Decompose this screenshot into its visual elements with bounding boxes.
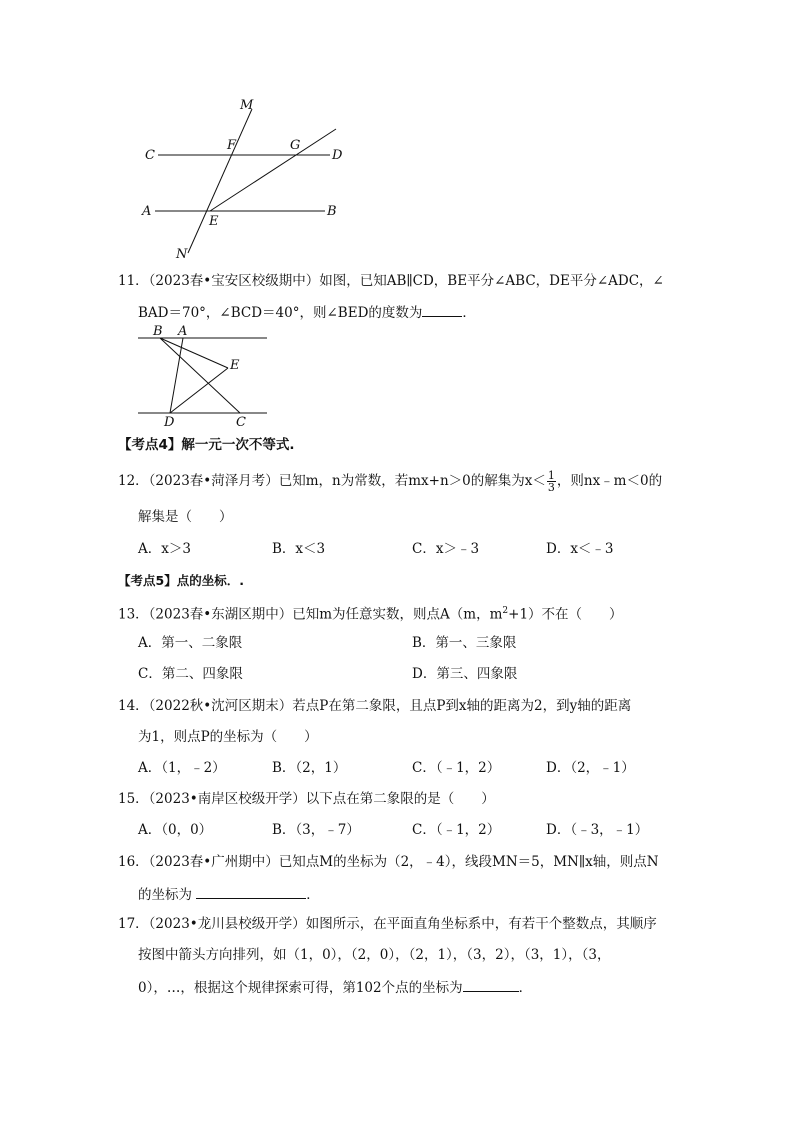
q16-line1: 16．（2023春•广州期中）已知点M的坐标为（2，﹣4），线段MN＝5，MN∥x轴，则点N: [118, 854, 659, 870]
label-f: F: [227, 138, 237, 153]
label-a: A: [142, 204, 152, 219]
q15-option-a[interactable]: A．（0，0）: [138, 822, 213, 838]
q16-line2-end: ．: [306, 887, 320, 903]
q11-line2-text: BAD＝70°，∠BCD＝40°，则∠BED的度数为: [138, 305, 423, 321]
q16-line2-text: 的坐标为: [138, 887, 192, 903]
q13-line1-text-b: +1）不在（ ）: [508, 606, 623, 623]
q14-option-c[interactable]: C．（﹣1，2）: [412, 760, 501, 776]
q11-line2: [138, 302, 476, 322]
q15-option-c[interactable]: C．（﹣1，2）: [412, 822, 501, 838]
q14-line2: 为1，则点P的坐标为（ ）: [138, 729, 318, 745]
q16-answer-blank[interactable]: [196, 884, 306, 899]
q17-line3: [138, 977, 532, 997]
figure-q11: [135, 322, 275, 430]
q11-line1: 11．（2023春•宝安区校级期中）如图，已知AB∥CD，BE平分∠ABC，DE平分∠ADC，∠: [118, 273, 664, 289]
q12-frac-num: 1: [547, 469, 555, 482]
q13-option-d[interactable]: D．第三、四象限: [412, 666, 518, 682]
q13-line1: [118, 602, 623, 624]
section-heading-5: 【考点5】点的坐标．.: [118, 573, 244, 588]
q14-option-d[interactable]: D．（2，﹣1）: [546, 760, 635, 776]
section-heading-4: 【考点4】解一元一次不等式.: [118, 437, 295, 453]
q12-option-d[interactable]: D．x＜﹣3: [546, 541, 614, 557]
label-g: G: [290, 138, 301, 153]
label-n: N: [176, 247, 188, 262]
q15-line1: 15．（2023•南岸区校级开学）以下点在第二象限的是（ ）: [118, 791, 495, 807]
q13-line1-text-a: 13．（2023春•东湖区期中）已知m为任意实数，则点A（m，m: [118, 606, 503, 623]
q17-line2: 按图中箭头方向排列，如（1，0），（2，0），（2，1），（3，2），（3，1），（3，: [138, 947, 611, 963]
q11-line2-end: ．: [462, 305, 476, 321]
label-e: E: [209, 214, 219, 229]
q13-superscript: 2: [502, 606, 509, 616]
label-b2: B: [153, 324, 163, 339]
q12-line1: [118, 470, 662, 493]
q12-option-b[interactable]: B．x＜3: [272, 541, 326, 557]
q12-frac-den: 3: [547, 481, 555, 494]
q14-option-b[interactable]: B．（2，1）: [272, 760, 347, 776]
label-c2: C: [236, 415, 246, 430]
q17-line3-text: 0），…，根据这个规律探索可得，第102个点的坐标为: [138, 980, 463, 996]
q13-option-b[interactable]: B．第一、三象限: [412, 635, 517, 651]
label-c: C: [145, 148, 155, 163]
q11-answer-blank[interactable]: [422, 302, 462, 317]
line-mn: [188, 109, 252, 253]
q17-answer-blank[interactable]: [463, 977, 519, 992]
label-d2: D: [164, 415, 175, 430]
q12-line1-text-b: ，则nx﹣m＜0的: [556, 473, 663, 489]
seg-be: [160, 338, 228, 368]
q15-option-d[interactable]: D．（﹣3，﹣1）: [546, 822, 649, 838]
label-d: D: [332, 148, 343, 163]
label-e2: E: [230, 358, 240, 373]
q12-option-c[interactable]: C．x＞﹣3: [412, 541, 480, 557]
q12-fraction: [547, 470, 556, 493]
q13-option-c[interactable]: C．第二、四象限: [138, 666, 243, 682]
q14-line1: 14．（2022秋•沈河区期末）若点P在第二象限，且点P到x轴的距离为2，到y轴的距离: [118, 698, 632, 714]
label-a2: A: [178, 324, 188, 339]
q12-line1-text-a: 12．（2023春•菏泽月考）已知m，n为常数，若mx+n＞0的解集为x＜: [118, 473, 546, 489]
label-m: M: [240, 98, 254, 113]
figure-parallel-lines-transversal: [130, 95, 360, 265]
q12-option-a[interactable]: A．x＞3: [138, 541, 191, 557]
q16-line2: [138, 884, 320, 904]
q14-option-a[interactable]: A．（1，﹣2）: [138, 760, 226, 776]
q17-line3-end: ．: [518, 980, 533, 996]
label-b: B: [327, 204, 337, 219]
q17-line1: 17．（2023•龙川县校级开学）如图所示，在平面直角坐标系中，有若干个整数点，其顺序: [118, 916, 657, 932]
q15-option-b[interactable]: B．（3，﹣7）: [272, 822, 360, 838]
q12-line2: 解集是（ ）: [138, 509, 233, 525]
q13-option-a[interactable]: A．第一、二象限: [138, 635, 243, 651]
